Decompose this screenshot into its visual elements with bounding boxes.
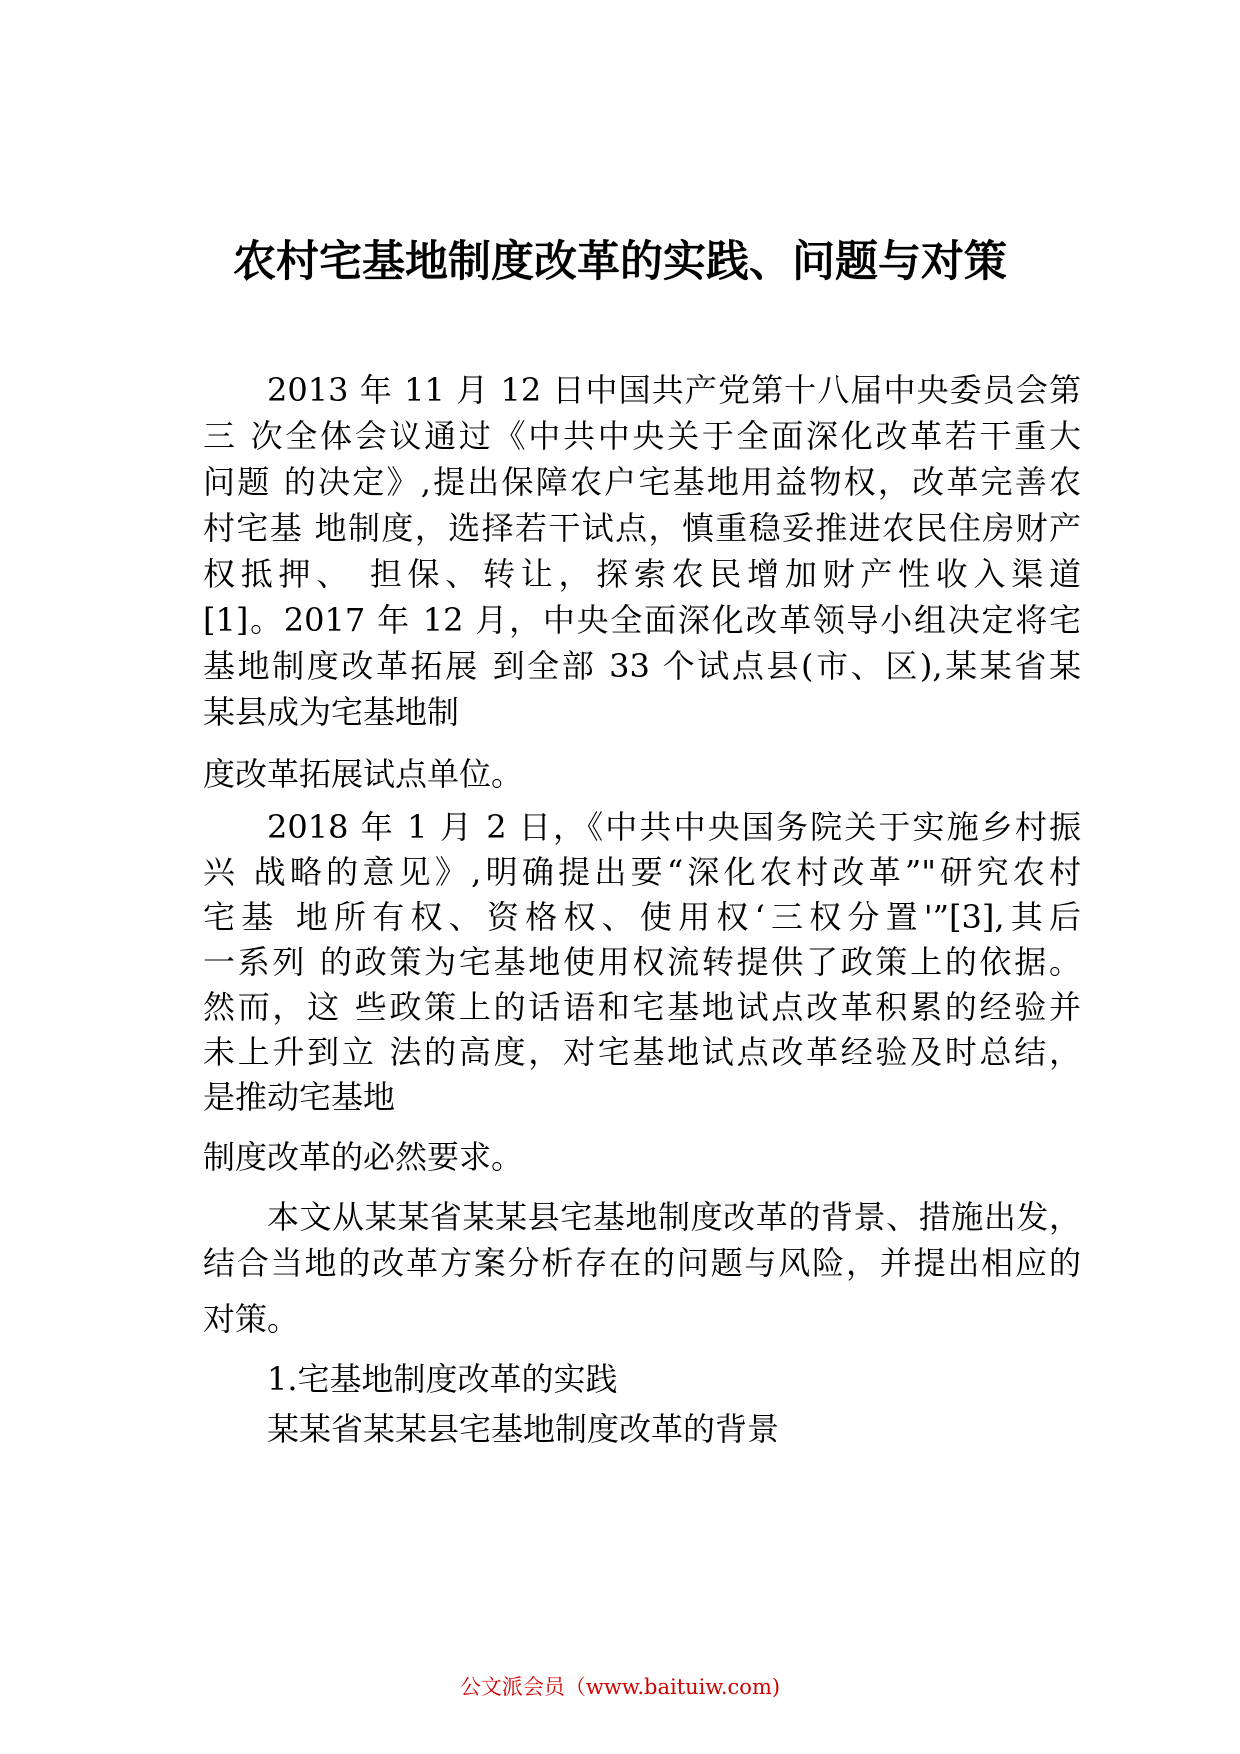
footer-watermark: 公文派会员（www.baituiw.com)	[459, 1675, 781, 1699]
document-title: 农村宅基地制度改革的实践、问题与对策	[233, 237, 1007, 287]
paragraph-5-line-2: 结合当地的改革方案分析存在的问题与风险，并提出相应的	[203, 1244, 1081, 1282]
paragraph-1-line-7: 基地制度改革拓展 到全部 33 个试点县(市、区),某某省某	[203, 647, 1081, 685]
paragraph-3-line-1: 2018 年 1 月 2 日，《中共中央国务院关于实施乡村振	[267, 808, 1081, 846]
paragraph-4-line-1: 制度改革的必然要求。	[203, 1138, 524, 1176]
section-heading: 1.宅基地制度改革的实践	[267, 1360, 618, 1398]
paragraph-5-line-3: 对策。	[203, 1300, 300, 1338]
paragraph-1-line-5: 权抵押、 担保、转让，探索农民增加财产性收入渠道	[203, 555, 1081, 593]
paragraph-3-line-3: 宅基 地所有权、资格权、使用权‘三权分置'”[3],其后	[203, 898, 1081, 936]
paragraph-5-line-1: 本文从某某省某某县宅基地制度改革的背景、措施出发，	[267, 1198, 1081, 1236]
paragraph-3-line-4: 一系列 的政策为宅基地使用权流转提供了政策上的依据。	[203, 943, 1081, 981]
paragraph-1-line-4: 村宅基 地制度，选择若干试点，慎重稳妥推进农民住房财产	[203, 509, 1081, 547]
paragraph-1-line-2: 三 次全体会议通过《中共中央关于全面深化改革若干重大	[203, 417, 1081, 455]
paragraph-1-line-3: 问题 的决定》,提出保障农户宅基地用益物权，改革完善农	[203, 463, 1081, 501]
paragraph-1-line-6: [1]。2017 年 12 月，中央全面深化改革领导小组决定将宅	[203, 601, 1081, 639]
paragraph-1-line-8: 某县成为宅基地制	[203, 693, 460, 731]
paragraph-3-line-6: 未上升到立 法的高度，对宅基地试点改革经验及时总结，	[203, 1033, 1081, 1071]
subsection-heading: 某某省某某县宅基地制度改革的背景	[267, 1410, 780, 1448]
paragraph-1-line-1: 2013 年 11 月 12 日中国共产党第十八届中央委员会第	[267, 371, 1081, 409]
paragraph-3-line-5: 然而，这 些政策上的话语和宅基地试点改革积累的经验并	[203, 988, 1081, 1026]
paragraph-3-line-7: 是推动宅基地	[203, 1078, 396, 1116]
paragraph-3-line-2: 兴 战略的意见》,明确提出要“深化农村改革”"研究农村	[203, 853, 1081, 891]
paragraph-2-line-1: 度改革拓展试点单位。	[203, 755, 524, 793]
